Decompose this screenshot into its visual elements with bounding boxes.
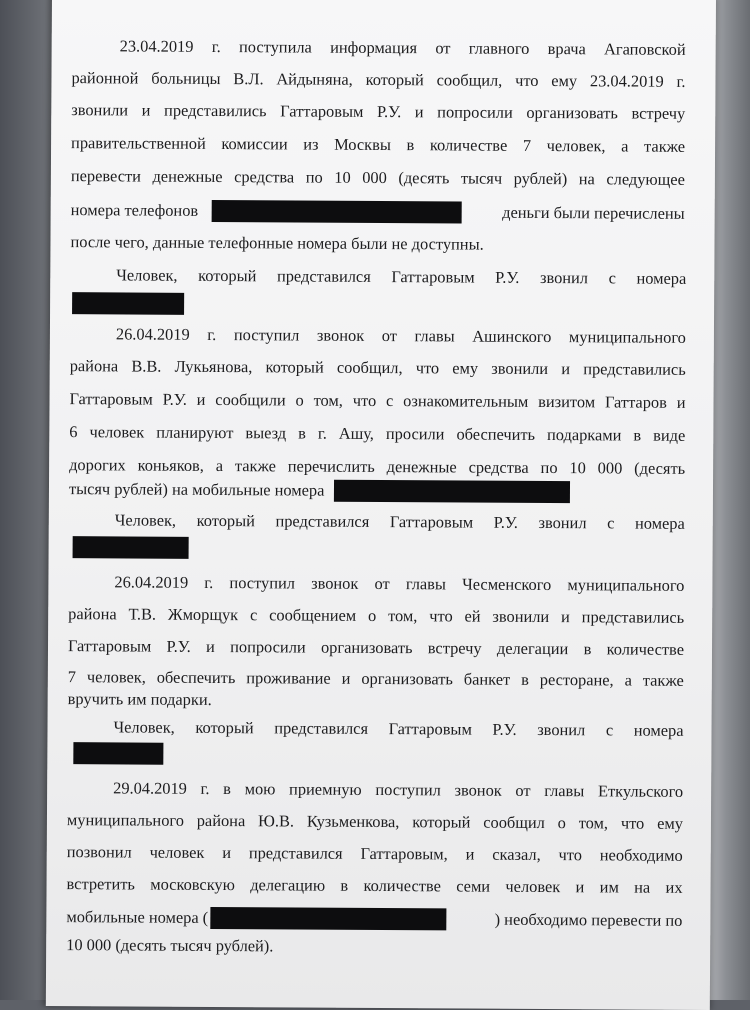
p1-line-6-end: деньги были перечислены bbox=[502, 202, 685, 223]
redacted-phone-numbers-1 bbox=[212, 200, 462, 224]
redacted-caller-number-1 bbox=[72, 292, 184, 315]
p1-line-5: перевести денежные средства по 10 000 (десять тысяч рублей) на следующее bbox=[70, 166, 685, 189]
p3-line-4: 6 человек планируют выезд в г. Ашу, просили обеспечить подарками в виде bbox=[69, 422, 686, 445]
desk-background-right bbox=[710, 0, 750, 1000]
p5-line-4: 7 человек, обеспечить проживание и организовать банкет в ресторане, а также bbox=[67, 667, 684, 690]
p1-line-3: звонили и представились Гаттаровым Р.У. и попросили организовать встречу bbox=[71, 100, 686, 123]
p1-line-1: 23.04.2019 г. поступила информация от главного врача Агаповской bbox=[119, 36, 686, 59]
p7-line-4: встретить московскую делегацию в количестве семи человек и им на их bbox=[66, 874, 683, 897]
p1-line-6-start: номера телефонов bbox=[70, 200, 199, 220]
p2-line-1: Человек, который представился Гаттаровым Р.У. звонил с номера bbox=[116, 265, 687, 288]
p7-line-5-start: мобильные номера ( bbox=[66, 907, 209, 927]
p6-line-1: Человек, который представился Гаттаровым Р.У. звонил с номера bbox=[113, 717, 684, 740]
p4-line-1: Человек, который представился Гаттаровым Р.У. звонил с номера bbox=[114, 510, 685, 533]
redacted-caller-number-2 bbox=[73, 536, 189, 559]
p7-line-3: позвонил человек и представился Гаттаровым, и сказал, что необходимо bbox=[66, 842, 683, 865]
p7-line-2: муниципального района Ю.В. Кузьменкова, который сообщил о том, что ему bbox=[66, 810, 684, 833]
p7-line-1: 29.04.2019 г. в мою приемную поступил звонок от главы Еткульского bbox=[113, 778, 684, 801]
p1-line-2: районной больницы В.Л. Айдыняна, который сообщил, что ему 23.04.2019 г. bbox=[71, 68, 686, 91]
p3-line-6 bbox=[69, 478, 571, 503]
document-page bbox=[46, 0, 716, 1010]
p1-line-7: после чего, данные телефонные номера были не доступны. bbox=[70, 232, 484, 254]
p5-line-1: 26.04.2019 г. поступил звонок от главы Чесменского муниципального bbox=[114, 572, 685, 595]
redacted-mobile-numbers-2 bbox=[334, 480, 570, 503]
p7-line-6: 10 000 (десять тысяч рублей). bbox=[66, 935, 274, 956]
redacted-mobile-numbers-3 bbox=[210, 907, 446, 930]
p3-line-6-start: тысяч рублей) на мобильные номера bbox=[68, 479, 325, 500]
p1-line-6 bbox=[71, 199, 685, 225]
p3-line-3: Гаттаровым Р.У. и сообщили о том, что с ознакомительным визитом Гаттаров и bbox=[69, 389, 686, 412]
p5-line-3: Гаттаровым Р.У. и попросили организовать встречу делегации в количестве bbox=[67, 636, 685, 659]
p3-line-5: дорогих коньяков, а также перечислить денежные средства по 10 000 (десять bbox=[69, 455, 686, 478]
p7-line-5 bbox=[66, 906, 682, 932]
p5-line-5: вручить им подарки. bbox=[67, 689, 212, 709]
p3-line-1: 26.04.2019 г. поступил звонок от главы Ашинского муниципального bbox=[115, 324, 686, 347]
p5-line-2: района Т.В. Жморщук с сообщением о том, что ей звонили и представились bbox=[68, 604, 685, 627]
p7-line-5-end: ) необходимо перевести по bbox=[494, 909, 683, 930]
p3-line-2: района В.В. Лукьянова, который сообщил, что ему звонили и представились bbox=[69, 356, 686, 379]
p1-line-4: правительственной комиссии из Москвы в количестве 7 человек, а также bbox=[71, 133, 686, 156]
redacted-caller-number-3 bbox=[73, 742, 163, 765]
